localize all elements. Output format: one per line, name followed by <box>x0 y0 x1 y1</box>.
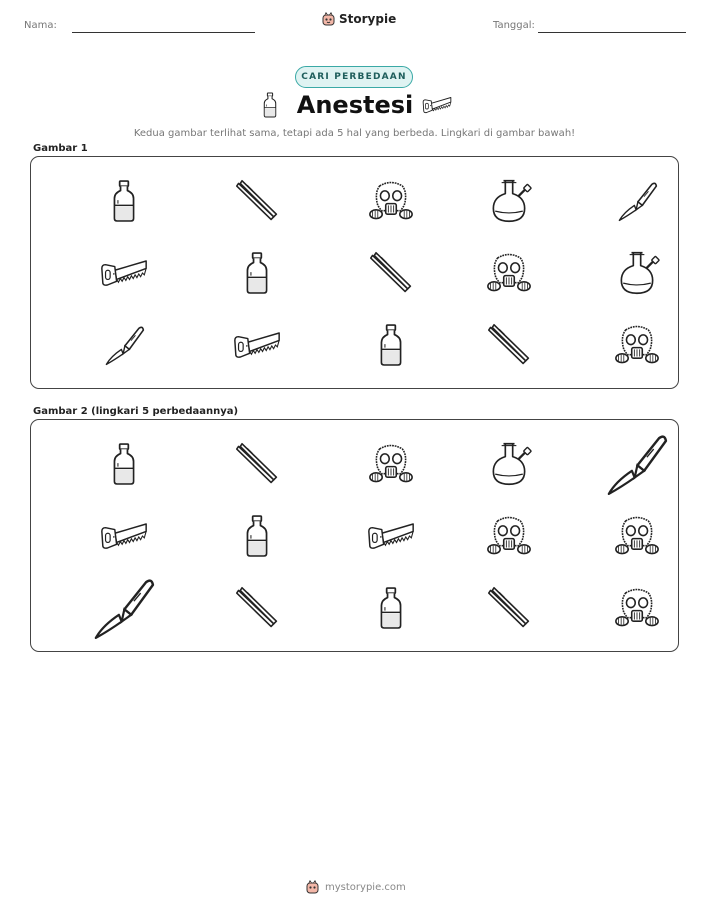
scalpel-icon <box>78 570 168 645</box>
flask-icon <box>486 441 532 487</box>
scalpel-icon <box>591 426 681 501</box>
saw-icon <box>359 506 423 566</box>
forceps-icon <box>487 323 531 367</box>
brand-logo <box>322 12 396 26</box>
vial-icon <box>111 442 137 486</box>
vial-icon <box>378 586 404 630</box>
vial-icon <box>225 243 289 303</box>
vial-icon <box>244 251 270 295</box>
gas-mask-icon <box>369 442 413 486</box>
saw-icon <box>92 243 156 303</box>
gas-mask-icon <box>615 586 659 630</box>
footer-url: mystorypie.com <box>325 881 406 893</box>
name-field[interactable] <box>72 32 255 33</box>
vial-icon <box>359 578 423 638</box>
saw-icon <box>100 257 148 289</box>
date-label: Tanggal: <box>493 20 535 31</box>
vial-icon <box>92 434 156 494</box>
scalpel-icon <box>602 430 670 498</box>
instructions: Kedua gambar terlihat sama, tetapi ada 5 hal yang berbeda. Lingkari di gambar bawah! <box>133 128 576 139</box>
gas-mask-icon <box>605 315 669 375</box>
saw-icon <box>233 329 281 361</box>
scalpel-icon <box>92 315 156 375</box>
picture-1-label: Gambar 1 <box>33 143 88 154</box>
scalpel-icon <box>615 179 659 223</box>
vial-icon <box>111 179 137 223</box>
gas-mask-icon <box>477 506 541 566</box>
gas-mask-icon <box>359 171 423 231</box>
brand-name: Storypie <box>339 12 397 26</box>
flask-icon <box>605 243 669 303</box>
vial-icon <box>244 514 270 558</box>
footer <box>306 880 406 894</box>
gas-mask-icon <box>487 251 531 295</box>
gas-mask-icon <box>487 514 531 558</box>
storypie-logo-icon <box>322 12 335 26</box>
name-label: Nama: <box>24 20 57 31</box>
vial-icon <box>359 315 423 375</box>
gas-mask-icon <box>605 578 669 638</box>
vial-icon <box>378 323 404 367</box>
gas-mask-icon <box>477 243 541 303</box>
saw-icon <box>92 506 156 566</box>
picture-2-panel <box>30 419 679 652</box>
forceps-icon <box>235 442 279 486</box>
flask-icon <box>477 171 541 231</box>
gas-mask-icon <box>615 323 659 367</box>
forceps-icon <box>235 179 279 223</box>
find-differences-badge: CARI PERBEDAAN <box>295 66 413 88</box>
vial-icon <box>225 506 289 566</box>
scalpel-icon <box>605 171 669 231</box>
forceps-icon <box>225 578 289 638</box>
scalpel-icon <box>102 323 146 367</box>
forceps-icon <box>225 171 289 231</box>
flask-icon <box>477 434 541 494</box>
date-field[interactable] <box>538 32 686 33</box>
picture-2-label: Gambar 2 (lingkari 5 perbedaannya) <box>33 406 239 417</box>
forceps-icon <box>477 578 541 638</box>
forceps-icon <box>235 586 279 630</box>
vial-icon <box>92 171 156 231</box>
gas-mask-icon <box>615 514 659 558</box>
flask-icon <box>486 178 532 224</box>
saw-icon <box>225 315 289 375</box>
saw-icon <box>100 520 148 552</box>
forceps-icon <box>359 243 423 303</box>
storypie-logo-icon <box>306 880 319 894</box>
page-title: Anestesi <box>296 91 414 119</box>
gas-mask-icon <box>605 506 669 566</box>
forceps-icon <box>477 315 541 375</box>
picture-1-panel <box>30 156 679 389</box>
scalpel-icon <box>89 574 157 642</box>
forceps-icon <box>225 434 289 494</box>
forceps-icon <box>369 251 413 295</box>
vial-icon <box>262 92 278 118</box>
saw-icon <box>367 520 415 552</box>
gas-mask-icon <box>369 179 413 223</box>
forceps-icon <box>487 586 531 630</box>
saw-icon <box>422 95 452 115</box>
gas-mask-icon <box>359 434 423 494</box>
flask-icon <box>614 250 660 296</box>
